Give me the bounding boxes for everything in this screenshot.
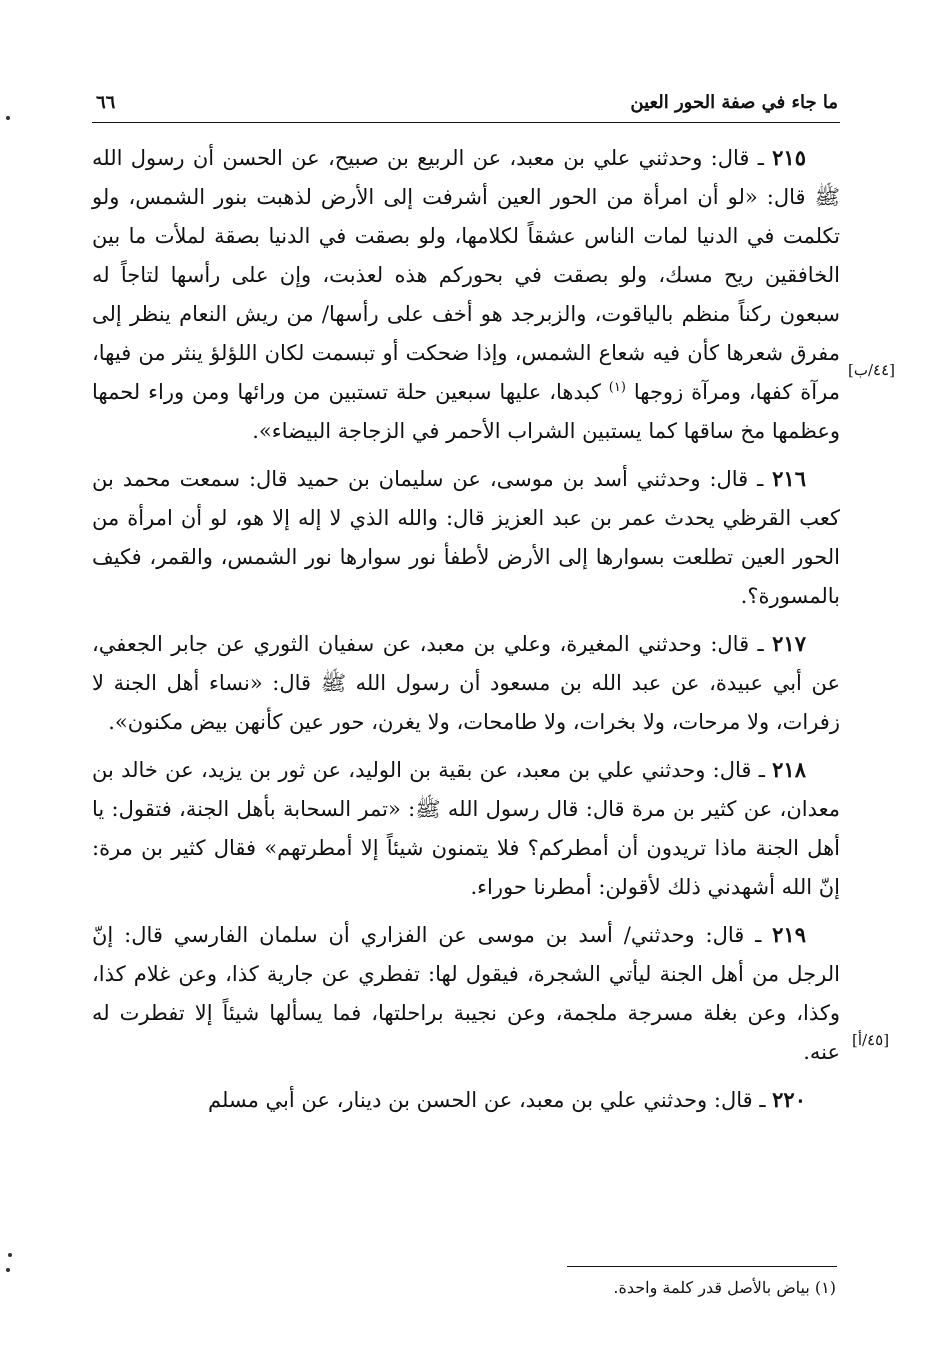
hadith-text: ـ قال: وحدثني علي بن معبد، عن الحسن بن دينار، عن أبي مسلم xyxy=(207,1088,773,1112)
hadith-216 xyxy=(92,459,840,616)
hadith-number: ٢١٩ xyxy=(772,922,806,947)
running-header xyxy=(92,88,840,123)
chapter-title: ما جاء في صفة الحور العين xyxy=(630,92,838,113)
footnote-separator xyxy=(567,1266,837,1267)
manuscript-folio-marker: [٤٥/أ] xyxy=(852,1031,890,1049)
scan-speck xyxy=(6,116,10,120)
hadith-218 xyxy=(92,750,840,907)
hadith-217 xyxy=(92,624,840,742)
hadith-number: ٢٢٠ xyxy=(772,1087,806,1112)
manuscript-folio-marker: [٤٤/ب] xyxy=(848,361,896,379)
hadith-215 xyxy=(92,138,840,451)
hadith-text: ـ قال: وحدثني/ أسد بن موسى عن الفزاري أن سلمان الفارسي قال: إنّ الرجل من أهل الجنة ليأتي الشجرة، فيقول لها: تفطري عن جارية كذا، وعن غلام كذا، وكذا، وعن بغلة مسرجة ملجمة، وعن نجيبة براحلتها، فما يسألها شيئاً إلا تفطرت له عنه. xyxy=(92,923,840,1064)
hadith-219 xyxy=(92,915,840,1072)
scan-speck xyxy=(6,1268,10,1272)
hadith-text: ـ قال: وحدثني المغيرة، وعلي بن معبد، عن سفيان الثوري عن جابر الجعفي، عن أبي عبيدة، عن عبد الله بن مسعود أن رسول الله ﷺ قال: «نساء أهل الجنة لا زفرات، ولا مرحات، ولا بخرات، ولا طامحات، ولا يغرن، حور عين كأنهن بيض مكنون». xyxy=(92,632,840,734)
scan-speck xyxy=(8,1253,12,1257)
footnote-reference: (١) xyxy=(608,380,626,395)
hadith-number: ٢١٦ xyxy=(772,466,806,491)
hadith-number: ٢١٨ xyxy=(772,757,806,782)
footnote: (١) بياض بالأصل قدر كلمة واحدة. xyxy=(613,1278,836,1297)
hadith-text-continued: كبدها، عليها سبعين حلة تستبين من ورائها ومن وراء لحمها وعظمها مخ ساقها كما يستبين الشراب الأحمر في الزجاجة البيضاء». xyxy=(92,380,840,443)
hadith-number: ٢١٥ xyxy=(772,145,806,170)
main-text xyxy=(92,138,840,1128)
hadith-text: ـ قال: وحدثني علي بن معبد، عن الربيع بن صبيح، عن الحسن أن رسول الله ﷺ قال: «لو أن امرأة من الحور العين أشرفت إلى الأرض لذهبت بنور الشمس، ولو تكلمت في الدنيا لمات الناس عشقاً لكلامها، ولو بصقت في الدنيا بصقة لملأت ما بين الخافقين ريح مسك، ولو بصقت في بحوركم هذه لعذبت، وإن على رأسها لتاجاً له سبعون ركناً منظم بالياقوت، والزبرجد هو أخف على رأسها/ من ريش النعام ينظر إلى مفرق شعرها كأن فيه شعاع الشمس، وإذا ضحكت أو تبسمت لكان اللؤلؤ ينثر من فيها، مرآة كفها، ومرآة زوجها xyxy=(92,146,840,404)
page-number: ٦٦ xyxy=(96,92,116,113)
hadith-text: ـ قال: وحدثني أسد بن موسى، عن سليمان بن حميد قال: سمعت محمد بن كعب القرظي يحدث عمر بن عبد العزيز قال: والله الذي لا إله إلا هو، لو أن امرأة من الحور العين تطلعت بسوارها إلى الأرض لأطفأ نور سوارها نور الشمس، والقمر، فكيف بالمسورة؟. xyxy=(92,467,840,608)
hadith-text: ـ قال: وحدثني علي بن معبد، عن بقية بن الوليد، عن ثور بن يزيد، عن خالد بن معدان، عن كثير بن مرة قال: قال رسول الله ﷺ: «تمر السحابة بأهل الجنة، فتقول: يا أهل الجنة ماذا تريدون أن أمطركم؟ فلا يتمنون شيئاً إلا أمطرتهم» فقال كثير بن مرة: إنّ الله أشهدني ذلك لأقولن: أمطرنا حوراء. xyxy=(92,758,840,899)
hadith-220 xyxy=(92,1080,840,1120)
hadith-number: ٢١٧ xyxy=(772,631,806,656)
